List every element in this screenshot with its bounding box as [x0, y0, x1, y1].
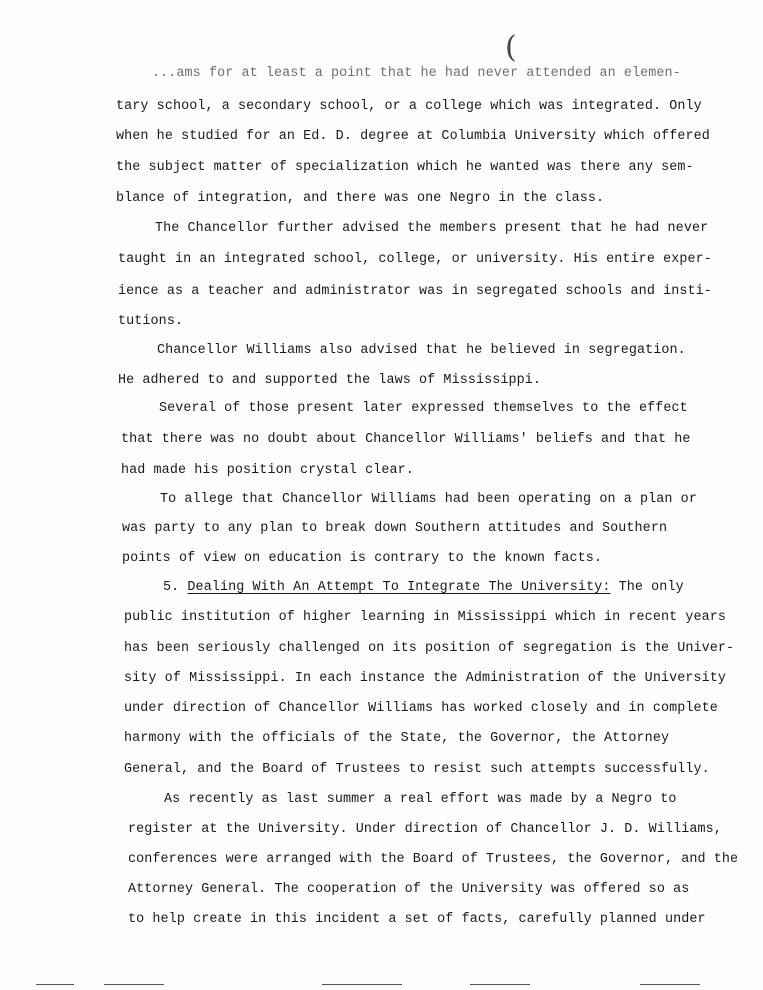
text-line-23: harmony with the officials of the State, the Governor, the Attorney — [124, 731, 670, 746]
text-line-12: Several of those present later expressed themselves to the effect — [159, 401, 688, 416]
text-line-27: conferences were arranged with the Board of Trustees, the Governor, and the — [128, 852, 739, 867]
text-line-1: ...ams for at least a point that he had never attended an elemen- — [152, 66, 681, 81]
text-line-13: that there was no doubt about Chancellor Williams' beliefs and that he — [121, 432, 691, 447]
text-line-20: has been seriously challenged on its position of segregation is the Univer- — [124, 641, 735, 656]
text-line-21: sity of Mississippi. In each instance the Administration of the University — [124, 671, 727, 686]
text-line-9: tutions. — [118, 314, 184, 329]
text-line-26: register at the University. Under direction of Chancellor J. D. Williams, — [128, 822, 722, 837]
text-line-28: Attorney General. The cooperation of the University was offered so as — [128, 882, 690, 897]
text-line-14: had made his position crystal clear. — [121, 463, 414, 478]
text-line-18: The only — [618, 580, 684, 595]
scan-edge-mark — [36, 984, 74, 985]
text-line-3: when he studied for an Ed. D. degree at Columbia University which offered — [116, 129, 710, 144]
text-line-19: public institution of higher learning in Mississippi which in recent years — [124, 610, 727, 625]
scan-edge-mark — [322, 984, 402, 985]
section-number: 5. — [163, 580, 180, 595]
text-line-6: The Chancellor further advised the members present that he had never — [155, 221, 709, 236]
text-line-4: the subject matter of specialization which he wanted was there any sem- — [116, 160, 694, 175]
text-line-5: blance of integration, and there was one Negro in the class. — [116, 191, 605, 206]
text-line-10: Chancellor Williams also advised that he believed in segregation. — [157, 343, 686, 358]
text-line-8: ience as a teacher and administrator was in segregated schools and insti- — [118, 284, 712, 299]
scan-edge-mark — [104, 984, 164, 985]
text-line-29: to help create in this incident a set of facts, carefully planned under — [128, 912, 706, 927]
scan-edge-mark — [470, 984, 530, 985]
text-line-2: tary school, a secondary school, or a college which was integrated. Only — [116, 99, 702, 114]
text-line-22: under direction of Chancellor Williams has worked closely and in complete — [124, 701, 718, 716]
section-heading: Dealing With An Attempt To Integrate The University: — [187, 580, 611, 595]
scan-edge-mark — [640, 984, 700, 985]
text-line-17: points of view on education is contrary to the known facts. — [122, 551, 603, 566]
text-line-25: As recently as last summer a real effort was made by a Negro to — [164, 792, 677, 807]
text-line-11: He adhered to and supported the laws of Mississippi. — [118, 373, 542, 388]
section-heading-line — [163, 580, 684, 596]
text-line-7: taught in an integrated school, college, or university. His entire exper- — [118, 252, 712, 267]
page-corner-mark: ( — [505, 30, 517, 65]
text-line-15: To allege that Chancellor Williams had been operating on a plan or — [160, 492, 697, 507]
text-line-24: General, and the Board of Trustees to resist such attempts successfully. — [124, 762, 710, 777]
text-line-16: was party to any plan to break down Southern attitudes and Southern — [122, 521, 668, 536]
